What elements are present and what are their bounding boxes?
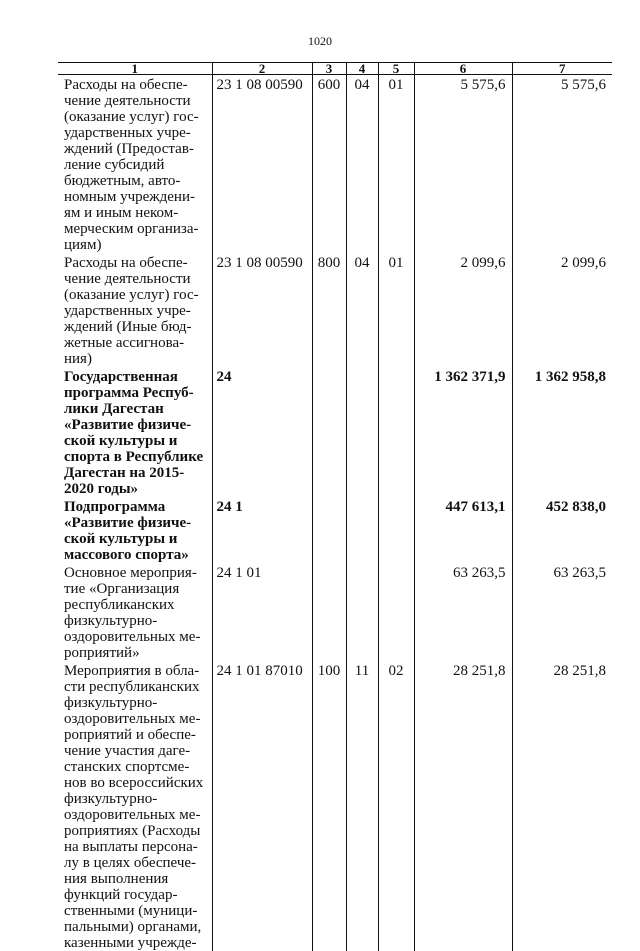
table-row [58, 253, 612, 367]
row-code: 24 1 01 [212, 563, 312, 661]
row-name: Мероприятия в обла- сти республиканских физкультурно- оздоровительных ме- роприятий и обеспе- чение участия даге- станских спортсме- нов во всероссийских физкультурно- оздоровительных ме- роприятиях (Расходы на выплаты персона- лу в целях обеспече- ния выполнения функций государ- ственными (муници- пальными) органами, казенными учрежде- [64, 663, 204, 951]
row-col-5: 01 [378, 75, 414, 254]
budget-table [58, 62, 612, 951]
row-name: Расходы на обеспе- чение деятельности (оказание услуг) гос- ударственных учре- ждений (Иные бюд- жетные ассигнова- ния) [64, 255, 199, 367]
row-col-3 [312, 563, 346, 661]
page-number: 1020 [308, 34, 332, 48]
header-row [58, 63, 612, 75]
row-col-3: 100 [312, 661, 346, 951]
row-col-3: 800 [312, 253, 346, 367]
row-col-4 [346, 497, 378, 563]
table-row [58, 497, 612, 563]
row-col-7: 5 575,6 [512, 75, 612, 254]
row-code: 24 1 [212, 497, 312, 563]
row-col-7: 452 838,0 [512, 497, 612, 563]
row-name: Основное мероприя- тие «Организация республиканских физкультурно- оздоровительных ме- роприятий» [64, 565, 201, 661]
row-col-3: 600 [312, 75, 346, 254]
row-col-4: 11 [346, 661, 378, 951]
row-col-7: 28 251,8 [512, 661, 612, 951]
header-col-2: 2 [212, 63, 312, 75]
header-col-3: 3 [312, 63, 346, 75]
row-col-4 [346, 563, 378, 661]
row-code: 23 1 08 00590 [212, 75, 312, 254]
row-col-6: 447 613,1 [414, 497, 512, 563]
row-name: Расходы на обеспе- чение деятельности (оказание услуг) гос- ударственных учре- ждений (Предостав- ление субсидий бюджетным, авто- номным учреждени- ям и иным неком- мерческим организа- циям) [64, 77, 199, 253]
row-col-7: 63 263,5 [512, 563, 612, 661]
row-code: 24 [212, 367, 312, 497]
row-col-5: 02 [378, 661, 414, 951]
row-col-5 [378, 563, 414, 661]
row-col-5 [378, 497, 414, 563]
row-col-5: 01 [378, 253, 414, 367]
header-col-1: 1 [58, 63, 212, 75]
header-col-7: 7 [512, 63, 612, 75]
row-col-4: 04 [346, 75, 378, 254]
row-col-3 [312, 367, 346, 497]
header-col-5: 5 [378, 63, 414, 75]
row-code: 23 1 08 00590 [212, 253, 312, 367]
row-col-6: 2 099,6 [414, 253, 512, 367]
row-col-4: 04 [346, 253, 378, 367]
header-col-4: 4 [346, 63, 378, 75]
row-name: Подпрограмма «Развитие физиче- ской культуры и массового спорта» [64, 499, 192, 563]
row-col-3 [312, 497, 346, 563]
row-col-5 [378, 367, 414, 497]
row-col-6: 1 362 371,9 [414, 367, 512, 497]
header-col-6: 6 [414, 63, 512, 75]
row-col-7: 1 362 958,8 [512, 367, 612, 497]
table-row [58, 75, 612, 254]
row-col-6: 5 575,6 [414, 75, 512, 254]
table-row [58, 563, 612, 661]
table-row [58, 367, 612, 497]
row-col-6: 28 251,8 [414, 661, 512, 951]
row-name: Государственная программа Респуб- лики Дагестан «Развитие физиче- ской культуры и спорта в Республике Дагестан на 2015- 2020 годы» [64, 369, 204, 497]
row-col-4 [346, 367, 378, 497]
table-row [58, 661, 612, 951]
row-col-6: 63 263,5 [414, 563, 512, 661]
row-col-7: 2 099,6 [512, 253, 612, 367]
row-code: 24 1 01 87010 [212, 661, 312, 951]
